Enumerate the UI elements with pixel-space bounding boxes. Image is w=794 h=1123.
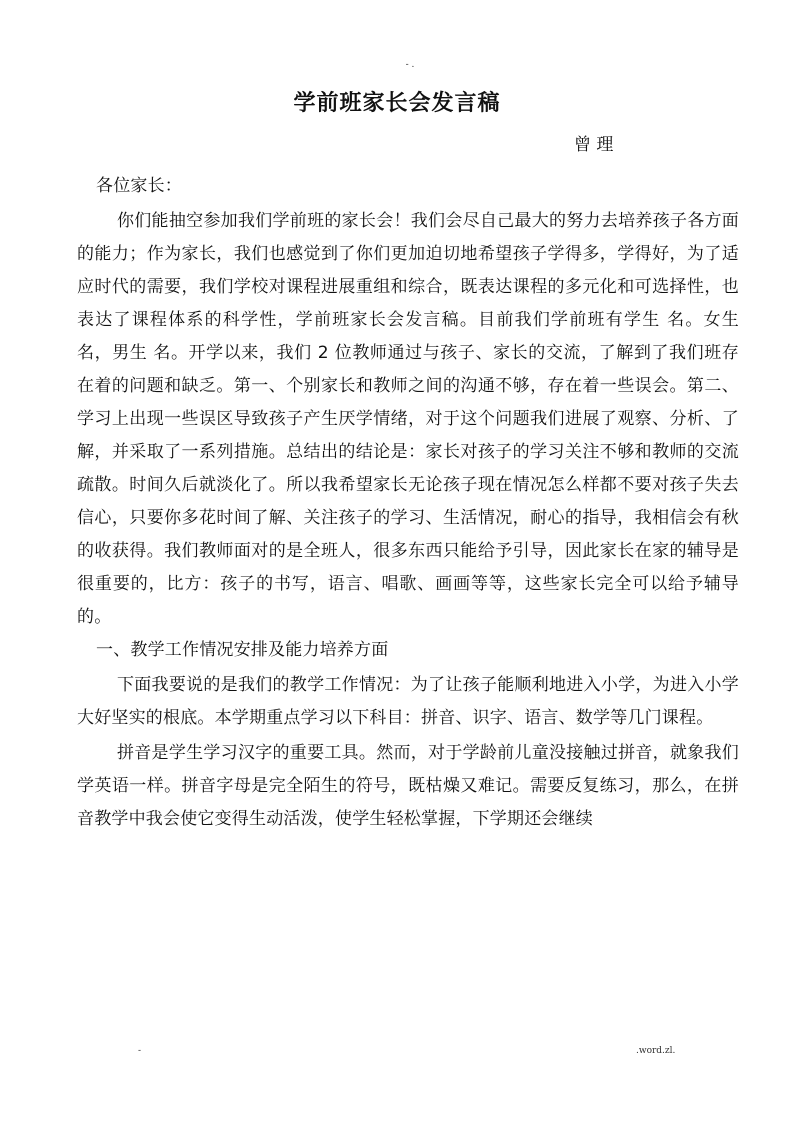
page-header-mark: - . <box>405 60 415 70</box>
author-name: 曾 理 <box>574 135 614 155</box>
document-title: 学前班家长会发言稿 <box>293 91 501 116</box>
paragraph-intro: 你们能抽空参加我们学前班的家长会！我们会尽自己最大的努力去培养孩子各方面的能力；作为家长，我们也感觉到了你们更加迫切地希望孩子学得多，学得好，为了适应时代的需要，我们学校对课程进展重组和综合，既表达课程的多元化和可选择性，也表达了课程体系的科学性，学前班家长会发言稿。目前我们学前班有学生 名。女生 名，男生 名。开学以来，我们 2 位教师通过与孩子、家长的交流，了解到了我们班存在着的问题和缺乏。第一、个别家长和教师之间的沟通不够，存在着一些误会。第二、学习上出现一些误区导致孩子产生厌学情绪，对于这个问题我们进展了观察、分析、了解，并采取了一系列措施。总结出的结论是：家长对孩子的学习关注不够和教师的交流疏散。时间久后就淡化了。所以我希望家长无论孩子现在情况怎么样都不要对孩子失去信心，只要你多花时间了解、关注孩子的学习、生活情况，耐心的指导，我相信会有秋的收获得。我们教师面对的是全班人，很多东西只能给予引导，因此家长在家的辅导是很重要的，比方：孩子的书写，语言、唱歌、画画等等，这些家长完全可以给予辅导的。 <box>77 211 739 627</box>
paragraph-teaching-plan: 下面我要说的是我们的教学工作情况：为了让孩子能顺利地进入小学，为进入小学大好坚实的根底。本学期重点学习以下科目：拼音、识字、语言、数学等几门课程。 <box>77 675 739 728</box>
page-footer-right: .word.zl. <box>636 1046 676 1056</box>
paragraph-pinyin: 拼音是学生学习汉字的重要工具。然而，对于学龄前儿童没接触过拼音，就象我们学英语一样。拼音字母是完全陌生的符号，既枯燥又难记。需要反复练习，那么，在拼音教学中我会使它变得生动活泼，使学生轻松掌握，下学期还会继续 <box>77 743 739 829</box>
document-body <box>77 170 739 836</box>
section-heading: 一、教学工作情况安排及能力培养方面 <box>96 640 389 660</box>
page-footer-left: - <box>138 1046 142 1056</box>
salutation: 各位家长： <box>96 176 182 196</box>
